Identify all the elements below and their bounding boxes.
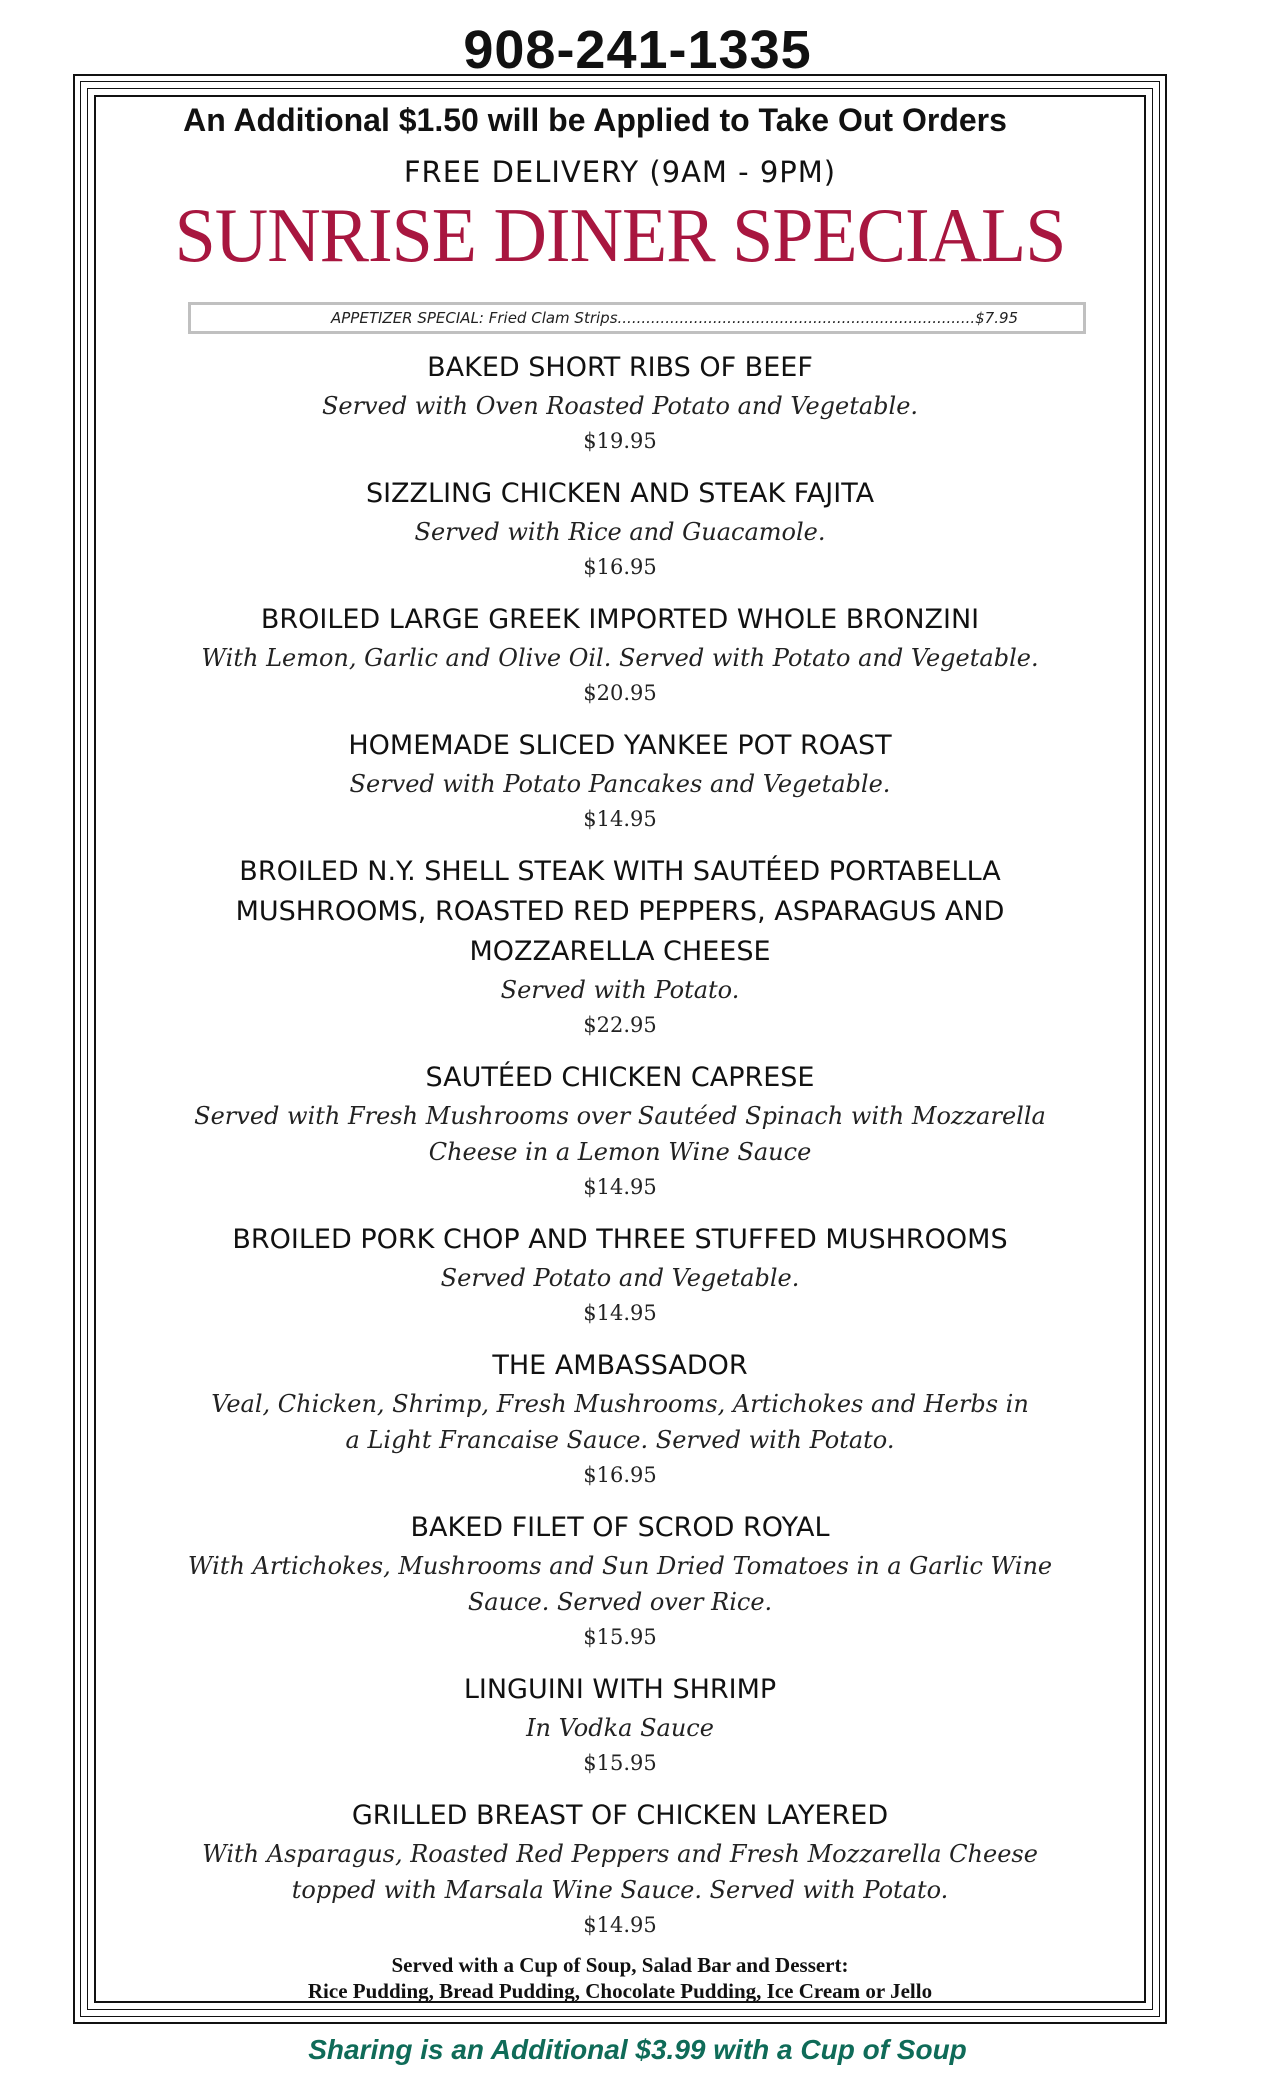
- item-price: $16.95: [583, 555, 657, 579]
- delivery-notice: FREE DELIVERY (9AM - 9PM): [403, 155, 837, 189]
- item-price: $15.95: [583, 1625, 657, 1649]
- item-description: Served with Potato.: [500, 976, 740, 1004]
- item-name: HOMEMADE SLICED YANKEE POT ROAST: [348, 730, 892, 761]
- item-description: Veal, Chicken, Shrimp, Fresh Mushrooms, Artichokes and Herbs in a Light Francaise Sauce. Served with Potato.: [211, 1390, 1029, 1454]
- item-price: $20.95: [583, 681, 657, 705]
- menu-item: [100, 474, 1140, 584]
- menu-item: [100, 348, 1140, 458]
- appetizer-price: $7.95: [975, 309, 1019, 327]
- menu-item: [100, 852, 1140, 1042]
- item-price: $19.95: [583, 429, 657, 453]
- item-description: Served with Oven Roasted Potato and Vegetable.: [321, 392, 919, 420]
- item-description: In Vodka Sauce: [526, 1714, 714, 1742]
- item-name: BAKED FILET OF SCROD ROYAL: [410, 1512, 830, 1543]
- item-name: THE AMBASSADOR: [492, 1350, 748, 1381]
- item-description: Served with Potato Pancakes and Vegetable.: [349, 770, 891, 798]
- item-name: SIZZLING CHICKEN AND STEAK FAJITA: [365, 478, 875, 509]
- menu-item: [100, 1796, 1140, 1942]
- appetizer-leader-dots: ...........................................................................: [617, 309, 976, 327]
- item-name: BROILED LARGE GREEK IMPORTED WHOLE BRONZINI: [260, 604, 980, 635]
- item-name: LINGUINI WITH SHRIMP: [463, 1674, 777, 1705]
- specials-list: [100, 348, 1140, 1942]
- item-price: $15.95: [583, 1751, 657, 1775]
- appetizer-label: APPETIZER SPECIAL: Fried Clam Strips: [331, 309, 618, 327]
- item-name: BROILED PORK CHOP AND THREE STUFFED MUSHROOMS: [232, 1224, 1008, 1255]
- item-description: With Artichokes, Mushrooms and Sun Dried Tomatoes in a Garlic Wine Sauce. Served over Rice.: [187, 1552, 1053, 1616]
- item-name: GRILLED BREAST OF CHICKEN LAYERED: [351, 1800, 889, 1831]
- menu-item: [100, 600, 1140, 710]
- item-price: $14.95: [583, 1913, 657, 1937]
- served-with-note: [100, 1952, 1140, 2004]
- sharing-note: Sharing is an Additional $3.99 with a Cup of Soup: [308, 2034, 967, 2065]
- takeout-notice: An Additional $1.50 will be Applied to Take Out Orders: [183, 102, 1007, 138]
- menu-item: [100, 1670, 1140, 1780]
- item-price: $14.95: [583, 807, 657, 831]
- item-name: SAUTÉED CHICKEN CAPRESE: [425, 1062, 815, 1093]
- item-price: $14.95: [583, 1175, 657, 1199]
- item-description: Served with Rice and Guacamole.: [414, 518, 826, 546]
- item-price: $14.95: [583, 1301, 657, 1325]
- menu-content: [100, 98, 1140, 2003]
- menu-item: [100, 1508, 1140, 1654]
- item-description: Served with Fresh Mushrooms over Sautéed Spinach with Mozzarella Cheese in a Lemon Wine Sauce: [194, 1102, 1046, 1166]
- appetizer-special-box: [188, 302, 1086, 334]
- menu-title: SUNRISE DINER SPECIALS: [174, 192, 1066, 280]
- menu-item: [100, 1346, 1140, 1492]
- menu-item: [100, 1058, 1140, 1204]
- served-with-line-1: Served with a Cup of Soup, Salad Bar and Dessert:: [391, 1953, 849, 1977]
- item-price: $16.95: [583, 1463, 657, 1487]
- menu-item: [100, 1220, 1140, 1330]
- item-name: BAKED SHORT RIBS OF BEEF: [427, 352, 813, 383]
- phone-number: 908-241-1335: [463, 20, 812, 80]
- item-name: BROILED N.Y. SHELL STEAK WITH SAUTÉED PORTABELLA MUSHROOMS, ROASTED RED PEPPERS, ASPARAGUS AND MOZZARELLA CHEESE: [235, 856, 1005, 967]
- item-description: With Lemon, Garlic and Olive Oil. Served with Potato and Vegetable.: [201, 644, 1039, 672]
- served-with-line-2: Rice Pudding, Bread Pudding, Chocolate Pudding, Ice Cream or Jello: [307, 1979, 933, 2003]
- item-description: With Asparagus, Roasted Red Peppers and Fresh Mozzarella Cheese topped with Marsala Wine Sauce. Served with Potato.: [202, 1840, 1038, 1904]
- item-price: $22.95: [583, 1013, 657, 1037]
- menu-item: [100, 726, 1140, 836]
- item-description: Served Potato and Vegetable.: [440, 1264, 800, 1292]
